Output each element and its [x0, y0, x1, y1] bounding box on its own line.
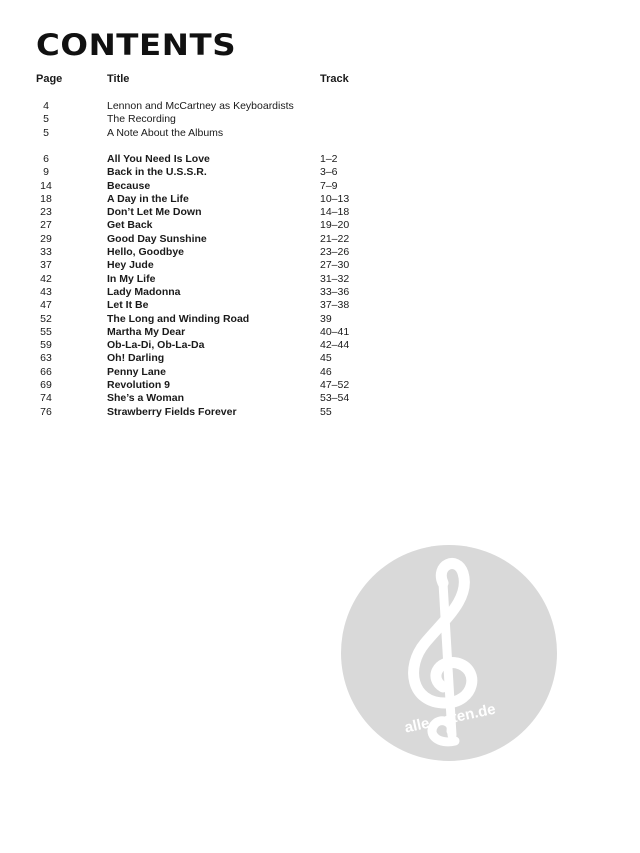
list-item: [0, 166, 640, 179]
entry-page: 63: [40, 352, 52, 365]
list-item: [0, 326, 640, 339]
entry-title: All You Need Is Love: [107, 153, 210, 165]
entry-page: 14: [40, 179, 52, 192]
entry-page: 18: [40, 192, 52, 205]
column-header-track: Track: [320, 73, 349, 85]
entry-track: 45: [320, 352, 332, 365]
watermark: [339, 543, 559, 763]
entry-page: 69: [40, 379, 52, 392]
entry-title: Ob-La-Di, Ob-La-Da: [107, 339, 205, 352]
entry-title: Hey Jude: [107, 259, 154, 272]
entry-title: In My Life: [107, 272, 156, 285]
list-item: [0, 206, 640, 219]
entry-track: 1–2: [320, 153, 338, 165]
list-item: [0, 392, 640, 405]
entry-page: 5: [43, 126, 49, 139]
entry-title: A Day in the Life: [107, 192, 189, 205]
entry-track: 23–26: [320, 246, 350, 259]
entry-track: 3–6: [320, 166, 338, 179]
entry-title: Hello, Goodbye: [107, 246, 185, 259]
list-item: [0, 313, 640, 326]
entry-title: Strawberry Fields Forever: [107, 405, 237, 418]
entry-title: Penny Lane: [107, 365, 166, 378]
entry-page: 42: [40, 272, 52, 285]
entry-title: Martha My Dear: [107, 325, 186, 338]
list-item: [0, 286, 640, 299]
entry-track: 55: [320, 405, 332, 418]
list-item: [0, 100, 640, 113]
entry-page: 76: [40, 405, 52, 418]
list-item: [0, 153, 640, 166]
list-item: [0, 339, 640, 352]
entry-track: 31–32: [320, 272, 350, 285]
entry-track: 14–18: [320, 206, 350, 219]
entry-page: 47: [40, 299, 52, 312]
list-item: [0, 366, 640, 379]
entry-page: 59: [40, 339, 52, 352]
entry-page: 6: [43, 153, 49, 165]
entry-track: 53–54: [320, 392, 350, 405]
entry-title: The Recording: [107, 113, 176, 126]
list-item: [0, 273, 640, 286]
entry-title: Don’t Let Me Down: [107, 206, 202, 219]
list-item: [0, 406, 640, 419]
column-header-page: Page: [36, 73, 63, 85]
entry-track: 10–13: [320, 192, 350, 205]
entry-track: 47–52: [320, 379, 350, 392]
entry-page: 33: [40, 246, 52, 259]
entry-page: 37: [40, 259, 52, 272]
entry-page: 74: [40, 392, 52, 405]
entry-page: 66: [40, 365, 52, 378]
entry-title: Back in the U.S.S.R.: [107, 166, 207, 179]
entry-page: 52: [40, 312, 52, 325]
watermark-text: alle-noten.de: [403, 700, 498, 737]
entry-page: 23: [40, 206, 52, 219]
list-item: [0, 379, 640, 392]
entry-track: 7–9: [320, 179, 338, 192]
list-item: [0, 193, 640, 206]
entry-title: Oh! Darling: [107, 352, 165, 365]
list-item: [0, 180, 640, 193]
entry-page: 5: [43, 113, 49, 126]
entry-track: 27–30: [320, 259, 350, 272]
entry-track: 39: [320, 312, 332, 325]
entry-title: Revolution 9: [107, 379, 171, 392]
page-title: CONTENTS: [36, 28, 237, 62]
entry-page: 29: [40, 232, 52, 245]
list-item: [0, 246, 640, 259]
entry-title: Let It Be: [107, 299, 149, 312]
entry-track: 21–22: [320, 232, 350, 245]
entry-title: The Long and Winding Road: [107, 312, 250, 325]
entry-title: She’s a Woman: [107, 392, 185, 405]
entry-track: 33–36: [320, 285, 350, 298]
entry-title: Lennon and McCartney as Keyboardists: [107, 100, 294, 112]
entry-title: Get Back: [107, 219, 153, 232]
entry-page: 27: [40, 219, 52, 232]
column-header-title: Title: [107, 73, 130, 85]
entry-page: 9: [43, 166, 49, 179]
list-item: [0, 233, 640, 246]
entry-track: 19–20: [320, 219, 350, 232]
entry-track: 46: [320, 365, 332, 378]
entry-track: 42–44: [320, 339, 350, 352]
list-item: [0, 259, 640, 272]
list-item: [0, 352, 640, 365]
list-item: [0, 113, 640, 126]
entry-page: 55: [40, 325, 52, 338]
entry-title: Lady Madonna: [107, 285, 181, 298]
list-item: [0, 127, 640, 140]
intro-list: [0, 100, 640, 140]
list-item: [0, 299, 640, 312]
list-item: [0, 219, 640, 232]
entry-title: Good Day Sunshine: [107, 232, 207, 245]
entry-title: A Note About the Albums: [107, 126, 224, 139]
song-list: [0, 153, 640, 419]
entry-page: 43: [40, 285, 52, 298]
entry-title: Because: [107, 179, 151, 192]
entry-track: 40–41: [320, 325, 350, 338]
entry-page: 4: [43, 100, 49, 112]
entry-track: 37–38: [320, 299, 350, 312]
